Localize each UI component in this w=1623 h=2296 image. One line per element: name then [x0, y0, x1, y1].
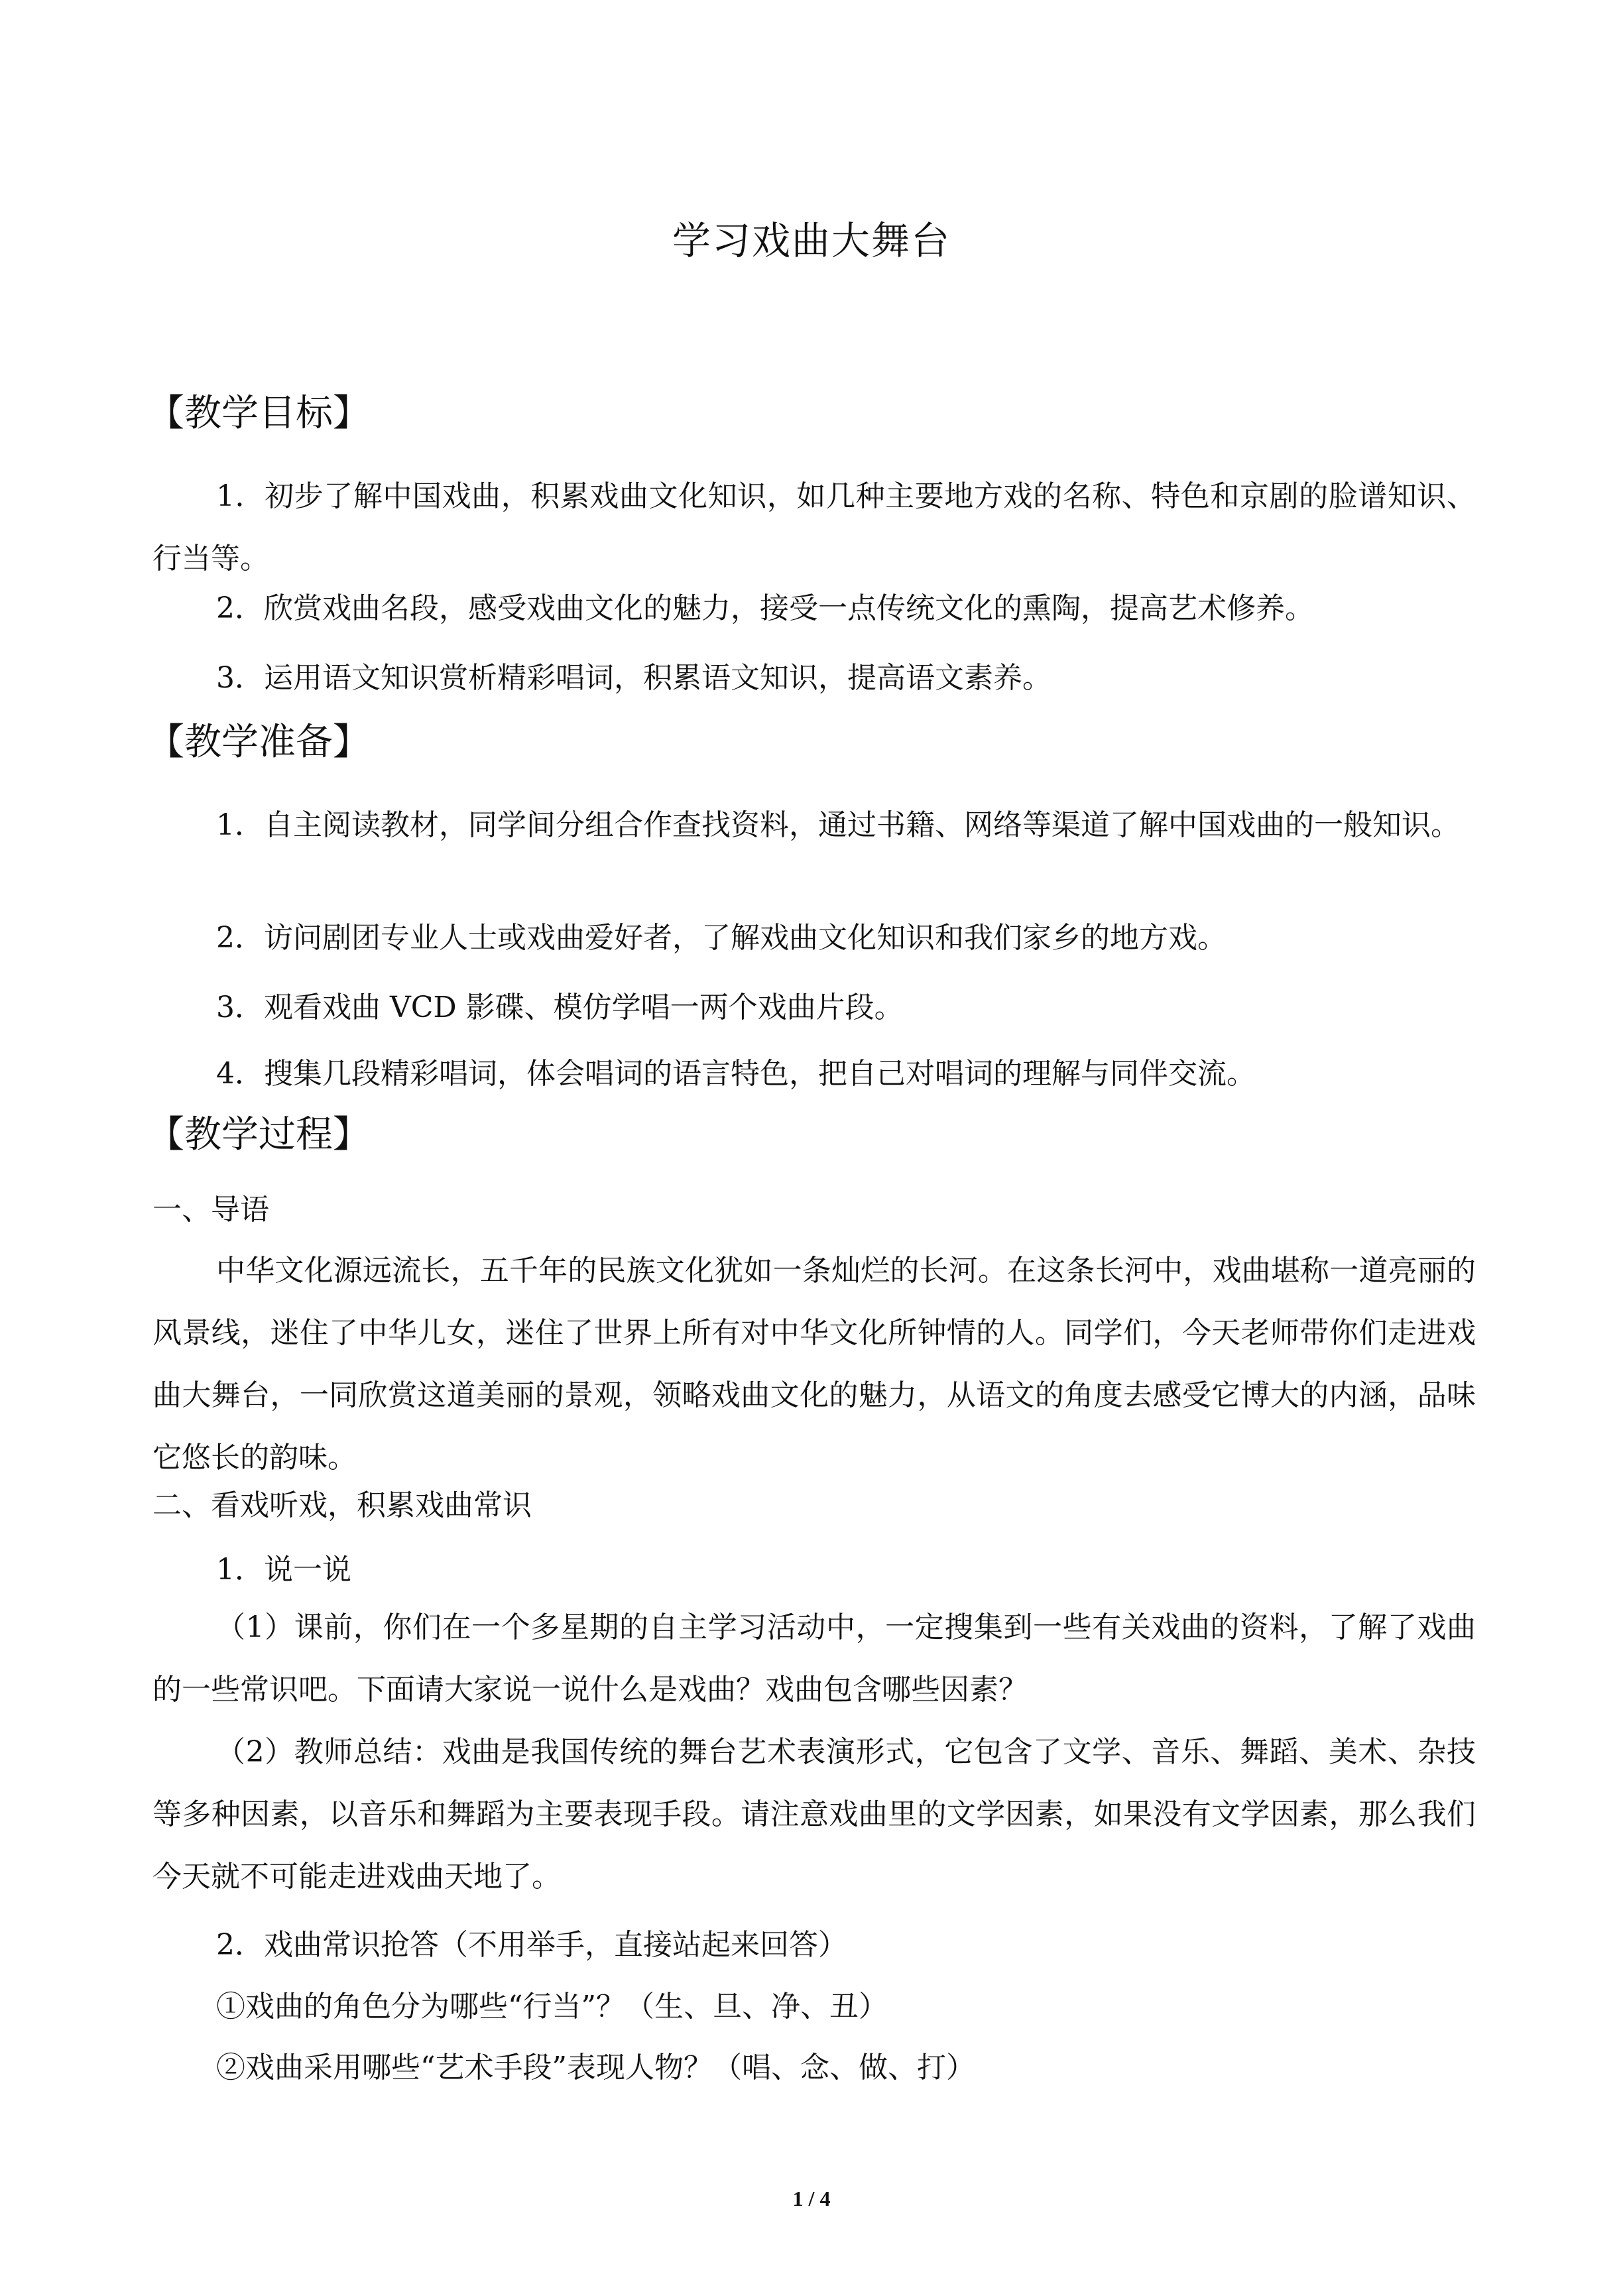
section-heading-process: 【教学过程】: [147, 1113, 370, 1156]
section-heading-goals: 【教学目标】: [147, 392, 370, 435]
process-sub2-title: 2．戏曲常识抢答（不用举手，直接站起来回答）: [216, 1928, 847, 1962]
prep-item-4: 4．搜集几段精彩唱词，体会唱词的语言特色，把自己对唱词的理解与同伴交流。: [216, 1057, 1256, 1091]
process-part1-title: 一、导语: [152, 1193, 269, 1227]
prep-item-2: 2．访问剧团专业人士或戏曲爱好者，了解戏曲文化知识和我们家乡的地方戏。: [216, 921, 1227, 955]
process-sub1-paragraph-1: （1）课前，你们在一个多星期的自主学习活动中，一定搜集到一些有关戏曲的资料，了解了戏曲的一些常识吧。下面请大家说一说什么是戏曲？戏曲包含哪些因素？: [152, 1610, 1476, 1707]
goal-item-1: 1．初步了解中国戏曲，积累戏曲文化知识，如几种主要地方戏的名称、特色和京剧的脸谱知识、行当等。: [152, 479, 1476, 575]
quiz-question-2: ②戏曲采用哪些“艺术手段”表现人物？（唱、念、做、打）: [216, 2051, 975, 2085]
page-number: 1 / 4: [792, 2187, 831, 2210]
quiz-question-1: ①戏曲的角色分为哪些“行当”？（生、旦、净、丑）: [216, 1990, 888, 2024]
goal-item-2: 2．欣赏戏曲名段，感受戏曲文化的魅力，接受一点传统文化的熏陶，提高艺术修养。: [216, 591, 1314, 625]
prep-item-1: 1．自主阅读教材，同学间分组合作查找资料，通过书籍、网络等渠道了解中国戏曲的一般知识。: [216, 808, 1460, 842]
goal-item-3: 3．运用语文知识赏析精彩唱词，积累语文知识，提高语文素养。: [216, 661, 1052, 695]
process-part2-title: 二、看戏听戏，积累戏曲常识: [152, 1488, 532, 1522]
prep-item-3: 3．观看戏曲 VCD 影碟、模仿学唱一两个戏曲片段。: [216, 991, 904, 1024]
document-title: 学习戏曲大舞台: [672, 218, 951, 263]
section-heading-preparation: 【教学准备】: [147, 721, 370, 764]
process-sub1-paragraph-2: （2）教师总结：戏曲是我国传统的舞台艺术表演形式，它包含了文学、音乐、舞蹈、美术、杂技等多种因素，以音乐和舞蹈为主要表现手段。请注意戏曲里的文学因素，如果没有文学因素，那么我们今天就不可能走进戏曲天地了。: [152, 1735, 1476, 1894]
process-sub1-title: 1．说一说: [216, 1553, 351, 1587]
process-part1-text: 中华文化源远流长，五千年的民族文化犹如一条灿烂的长河。在这条长河中，戏曲堪称一道亮丽的风景线，迷住了中华儿女，迷住了世界上所有对中华文化所钟情的人。同学们，今天老师带你们走进戏曲大舞台，一同欣赏这道美丽的景观，领略戏曲文化的魅力，从语文的角度去感受它博大的内涵，品味它悠长的韵味。: [152, 1254, 1476, 1475]
